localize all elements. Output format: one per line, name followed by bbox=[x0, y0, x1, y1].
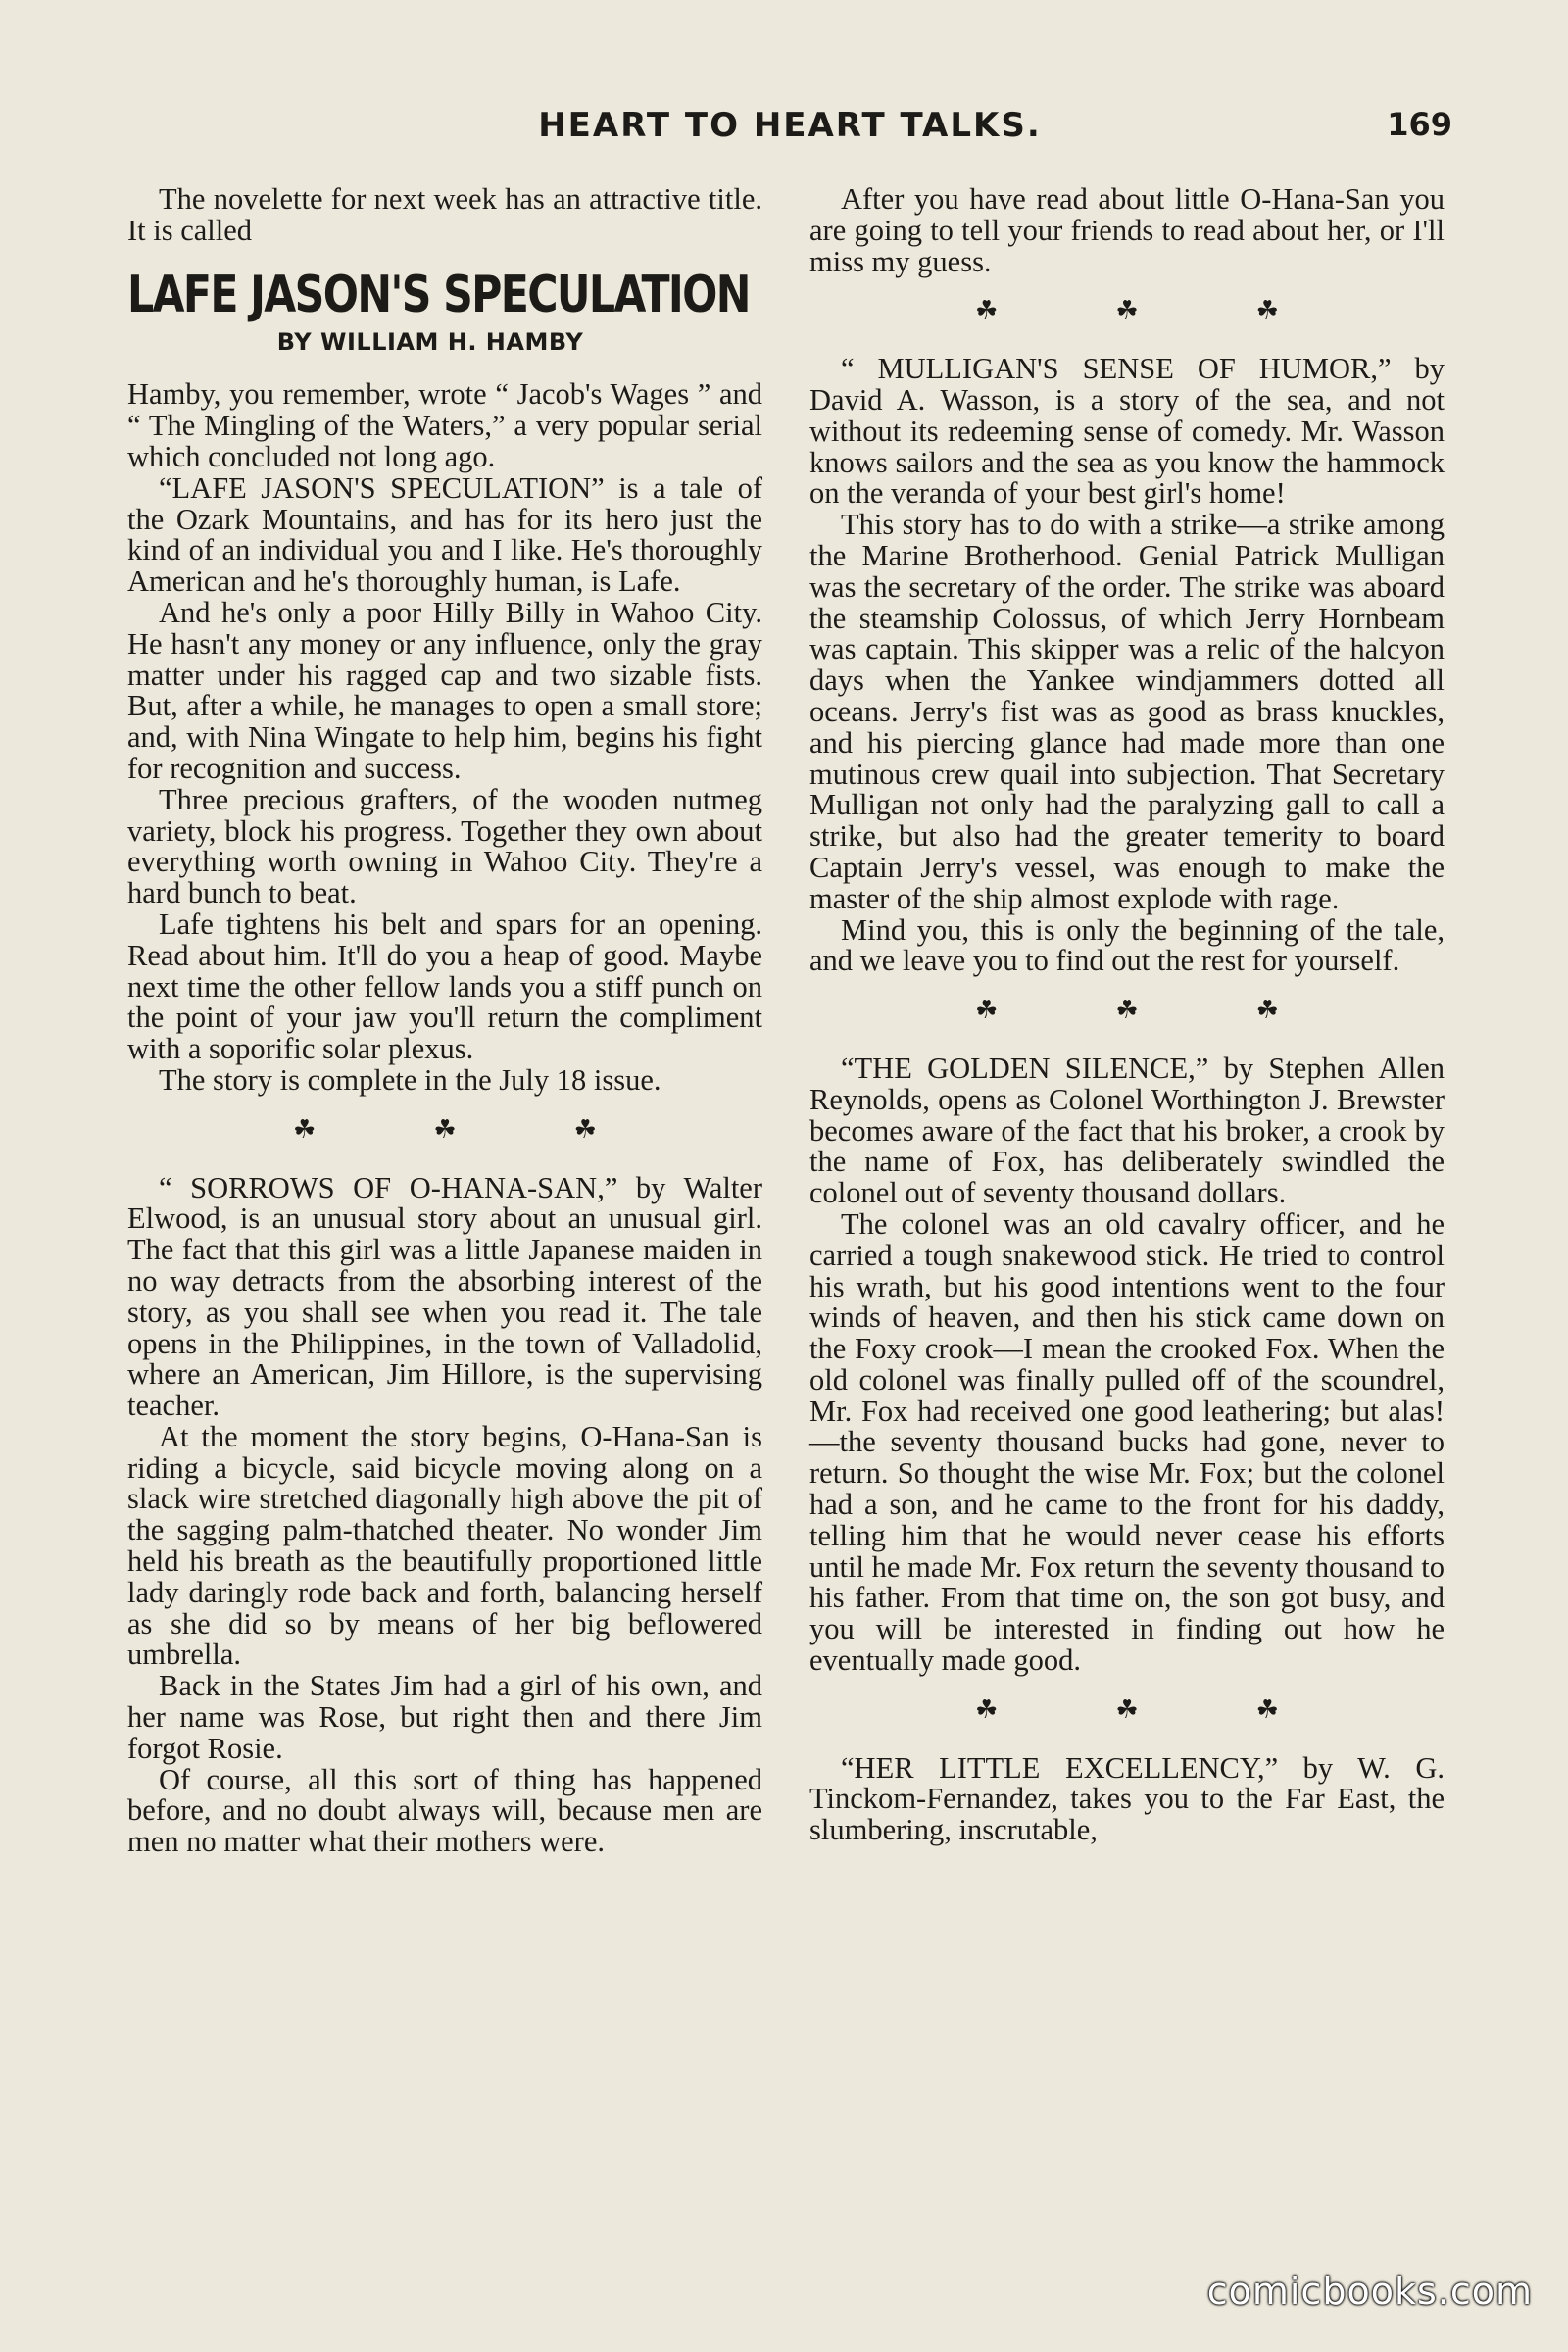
paragraph: Lafe tightens his belt and spars for an opening. Read about him. It'll do you a heap of good. Maybe next time the other fellow lands you a stiff punch on the point of your jaw you'll return the compliment with a soporific solar plexus. bbox=[127, 906, 762, 1066]
paragraph: After you have read about little O-Hana-San you are going to tell your friends to read about her, or I'll miss my guess. bbox=[809, 182, 1445, 278]
intro-paragraph: The novelette for next week has an attractive title. It is called bbox=[127, 182, 762, 247]
paragraph: At the moment the story begins, O-Hana-San is riding a bicycle, said bicycle moving along on a slack wire stretched diagonally high above the pit of the sagging palm-thatched theater. No wonder Jim held his breath as the beautifully proportioned little lady daringly rode back and forth, balancing herself as she did so by means of her big beflowered umbrella. bbox=[127, 1419, 762, 1672]
right-column bbox=[809, 184, 1445, 1846]
clover-ornament-icon: ☘ bbox=[293, 1114, 317, 1144]
paragraph: “ MULLIGAN'S SENSE OF HUMOR,” by David A. Wasson, is a story of the sea, and not without its redeeming sense of comedy. Mr. Wasson knows sailors and the sea as you know the hammock on the veranda of your best girl's home! bbox=[809, 352, 1445, 511]
clover-ornament-icon: ☘ bbox=[433, 1114, 457, 1144]
section-divider bbox=[809, 995, 1445, 1026]
section-divider bbox=[809, 1694, 1445, 1726]
clover-ornament-icon: ☘ bbox=[1115, 996, 1139, 1025]
page-header bbox=[127, 106, 1452, 155]
section-divider bbox=[809, 295, 1445, 326]
paragraph: This story has to do with a strike—a strike among the Marine Brotherhood. Genial Patrick Mulligan was the secretary of the order. The strike was aboard the steamship Colossus, of which Jerry Hornbeam was captain. This skipper was a relic of the halcyon days when the Yankee windjammers dotted all oceans. Jerry's fist was as good as brass knuckles, and his piercing glance had made more than one mutinous crew quail into subjection. That Secretary Mulligan not only had the paralyzing gall to call a strike, but also had the greater temerity to board Captain Jerry's vessel, was enough to make the master of the ship almost explode with rage. bbox=[809, 508, 1445, 915]
paragraph: “ SORROWS OF O-HANA-SAN,” by Walter Elwood, is an unusual story about an unusual girl. The fact that this girl was a little Japanese maiden in no way detracts from the absorbing interest of the story, as you shall see when you read it. The tale opens in the Philippines, in the town of Valladolid, where an American, Jim Hillore, is the supervising teacher. bbox=[127, 1170, 762, 1423]
clover-ornament-icon: ☘ bbox=[1255, 996, 1279, 1025]
paragraph: “THE GOLDEN SILENCE,” by Stephen Allen Reynolds, opens as Colonel Worthington J. Brewster becomes aware of the fact that his broker, a crook by the name of Fox, has deliberately swindled the colonel out of seventy thousand dollars. bbox=[809, 1051, 1445, 1210]
byline: BY WILLIAM H. HAMBY bbox=[276, 327, 584, 356]
paragraph: Back in the States Jim had a girl of his own, and her name was Rose, but right then and there Jim forgot Rosie. bbox=[127, 1669, 762, 1765]
paragraph: Of course, all this sort of thing has happened before, and no doubt always will, because men are men no matter what their mothers were. bbox=[127, 1762, 762, 1859]
watermark: comicbooks.com bbox=[1206, 2270, 1533, 2313]
clover-ornament-icon: ☘ bbox=[975, 996, 999, 1025]
left-column bbox=[127, 184, 762, 1858]
clover-ornament-icon: ☘ bbox=[1115, 296, 1139, 325]
paragraph: Three precious grafters, of the wooden nutmeg variety, block his progress. Together they own about everything worth owning in Wahoo City. They're a hard bunch to beat. bbox=[127, 782, 762, 910]
paragraph: And he's only a poor Hilly Billy in Wahoo City. He hasn't any money or any influence, only the gray matter under his ragged cap and two sizable fists. But, after a while, he manages to open a small store; and, with Nina Wingate to help him, begins his fight for recognition and success. bbox=[127, 595, 762, 785]
clover-ornament-icon: ☘ bbox=[975, 296, 999, 325]
page-number: 169 bbox=[1387, 106, 1452, 143]
paragraph: The story is complete in the July 18 issue. bbox=[159, 1062, 662, 1097]
paragraph: The colonel was an old cavalry officer, and he carried a tough snakewood stick. He tried to control his wrath, but his good intentions went to the four winds of heaven, and then his stick came down on the Foxy crook—I mean the crooked Fox. When the old colonel was finally pulled off of the scoundrel, Mr. Fox had received one good leathering; but alas!—the seventy thousand bucks had gone, never to return. So thought the wise Mr. Fox; but the colonel had a son, and he came to the front for his daddy, telling him that he would never cease his efforts until he made Mr. Fox return the seventy thousand to his father. From that time on, the son got busy, and you will be interested in finding out how he eventually made good. bbox=[809, 1206, 1445, 1678]
paragraph: “HER LITTLE EXCELLENCY,” by W. G. Tinckom-Fernandez, takes you to the Far East, the slumbering, inscrutable, bbox=[809, 1750, 1445, 1847]
clover-ornament-icon: ☘ bbox=[573, 1114, 597, 1144]
paragraph: Mind you, this is only the beginning of the tale, and we leave you to find out the rest for yourself. bbox=[809, 912, 1445, 978]
paragraph: Hamby, you remember, wrote “ Jacob's Wages ” and “ The Mingling of the Waters,” a very popular serial which concluded not long ago. bbox=[127, 377, 762, 473]
clover-ornament-icon: ☘ bbox=[1255, 1694, 1279, 1724]
clover-ornament-icon: ☘ bbox=[975, 1694, 999, 1724]
paragraph: “LAFE JASON'S SPECULATION” is a tale of the Ozark Mountains, and has for its hero just the kind of an individual you and I like. He's thoroughly American and he's thoroughly human, is Lafe. bbox=[127, 470, 762, 599]
running-head: HEART TO HEART TALKS. bbox=[538, 106, 1042, 145]
story-title: LAFE JASON'S SPECULATION bbox=[127, 265, 750, 324]
section-divider bbox=[127, 1114, 762, 1146]
clover-ornament-icon: ☘ bbox=[1255, 296, 1279, 325]
clover-ornament-icon: ☘ bbox=[1115, 1694, 1139, 1724]
